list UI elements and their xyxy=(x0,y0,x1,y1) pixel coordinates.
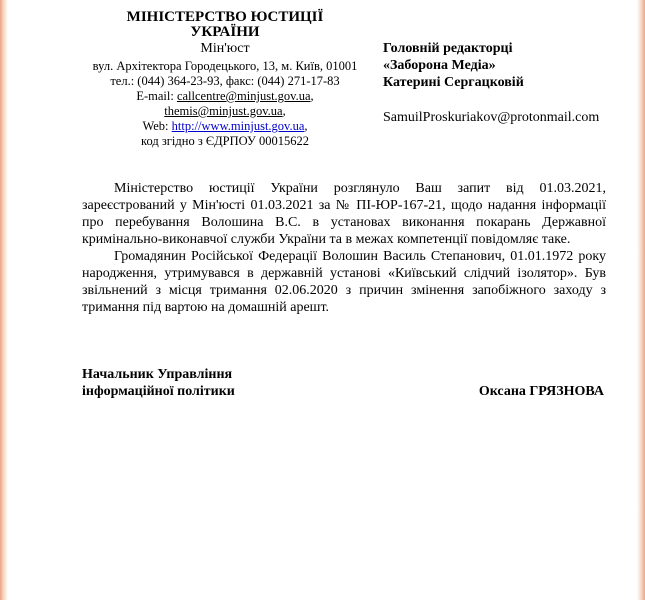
letter-body xyxy=(82,180,606,316)
email-link-callcentre[interactable]: callcentre@minjust.gov.ua xyxy=(176,89,311,103)
body-paragraph-1: Міністерство юстиції України розглянуло Ваш запит від 01.03.2021, зареєстрований у Мін'юсті 01.03.2021 за № ПІ-ЮР-167-21, щодо надання інформації про перебування Волошина В.С. в установах виконання покарань Державної кримінально-виконавчої служби України та в межах компетенції повідомляє таке. xyxy=(82,181,606,247)
signatory-title-line1: Начальник Управління xyxy=(82,367,233,382)
page-edge-left xyxy=(0,0,8,600)
ministry-letterhead xyxy=(80,10,370,149)
web-prefix: Web: xyxy=(142,119,172,133)
email-separator: , xyxy=(310,89,314,103)
body-paragraph-2: Громадянин Російської Федерації Волошин Василь Степанович, 01.01.1972 року народження, утримувався в державній установі «Київський слідчий ізолятор». Був звільнений з місця тримання 02.06.2020 з причин змінення запобіжного заходу з тримання під вартою на домашній арешт. xyxy=(82,249,606,315)
ministry-name-line1: МІНІСТЕРСТВО ЮСТИЦІЇ xyxy=(126,9,324,25)
signatory-title-line2: інформаційної політики xyxy=(82,384,235,399)
recipient-email: SamuilProskuriakov@protonmail.com xyxy=(383,110,600,125)
signatory-title xyxy=(82,366,235,400)
ministry-name-line2: УКРАЇНИ xyxy=(190,24,260,40)
web-link[interactable]: http://www.minjust.gov.ua xyxy=(171,119,305,133)
recipient-line2: «Заборона Медіа» xyxy=(383,58,496,73)
recipient-block xyxy=(383,40,623,126)
ministry-edrpou: код згідно з ЄДРПОУ 00015622 xyxy=(141,134,309,148)
web-separator: , xyxy=(304,119,308,133)
ministry-email-line2 xyxy=(80,104,370,119)
email2-separator: , xyxy=(282,104,286,118)
page-edge-right xyxy=(637,0,645,600)
signatory-name: Оксана ГРЯЗНОВА xyxy=(478,384,604,399)
ministry-web-line xyxy=(80,119,370,134)
email-link-themis[interactable]: themis@minjust.gov.ua xyxy=(164,104,283,118)
ministry-email-line1 xyxy=(80,89,370,104)
ministry-short-name: Мін'юст xyxy=(200,41,250,56)
ministry-phones: тел.: (044) 364-23-93, факс: (044) 271-17-83 xyxy=(110,74,340,88)
ministry-address: вул. Архітектора Городецького, 13, м. Київ, 01001 xyxy=(92,59,358,73)
recipient-line3: Катерині Сергацковій xyxy=(383,75,524,90)
email-prefix: E-mail: xyxy=(136,89,177,103)
recipient-line1: Головній редакторці xyxy=(383,41,513,56)
